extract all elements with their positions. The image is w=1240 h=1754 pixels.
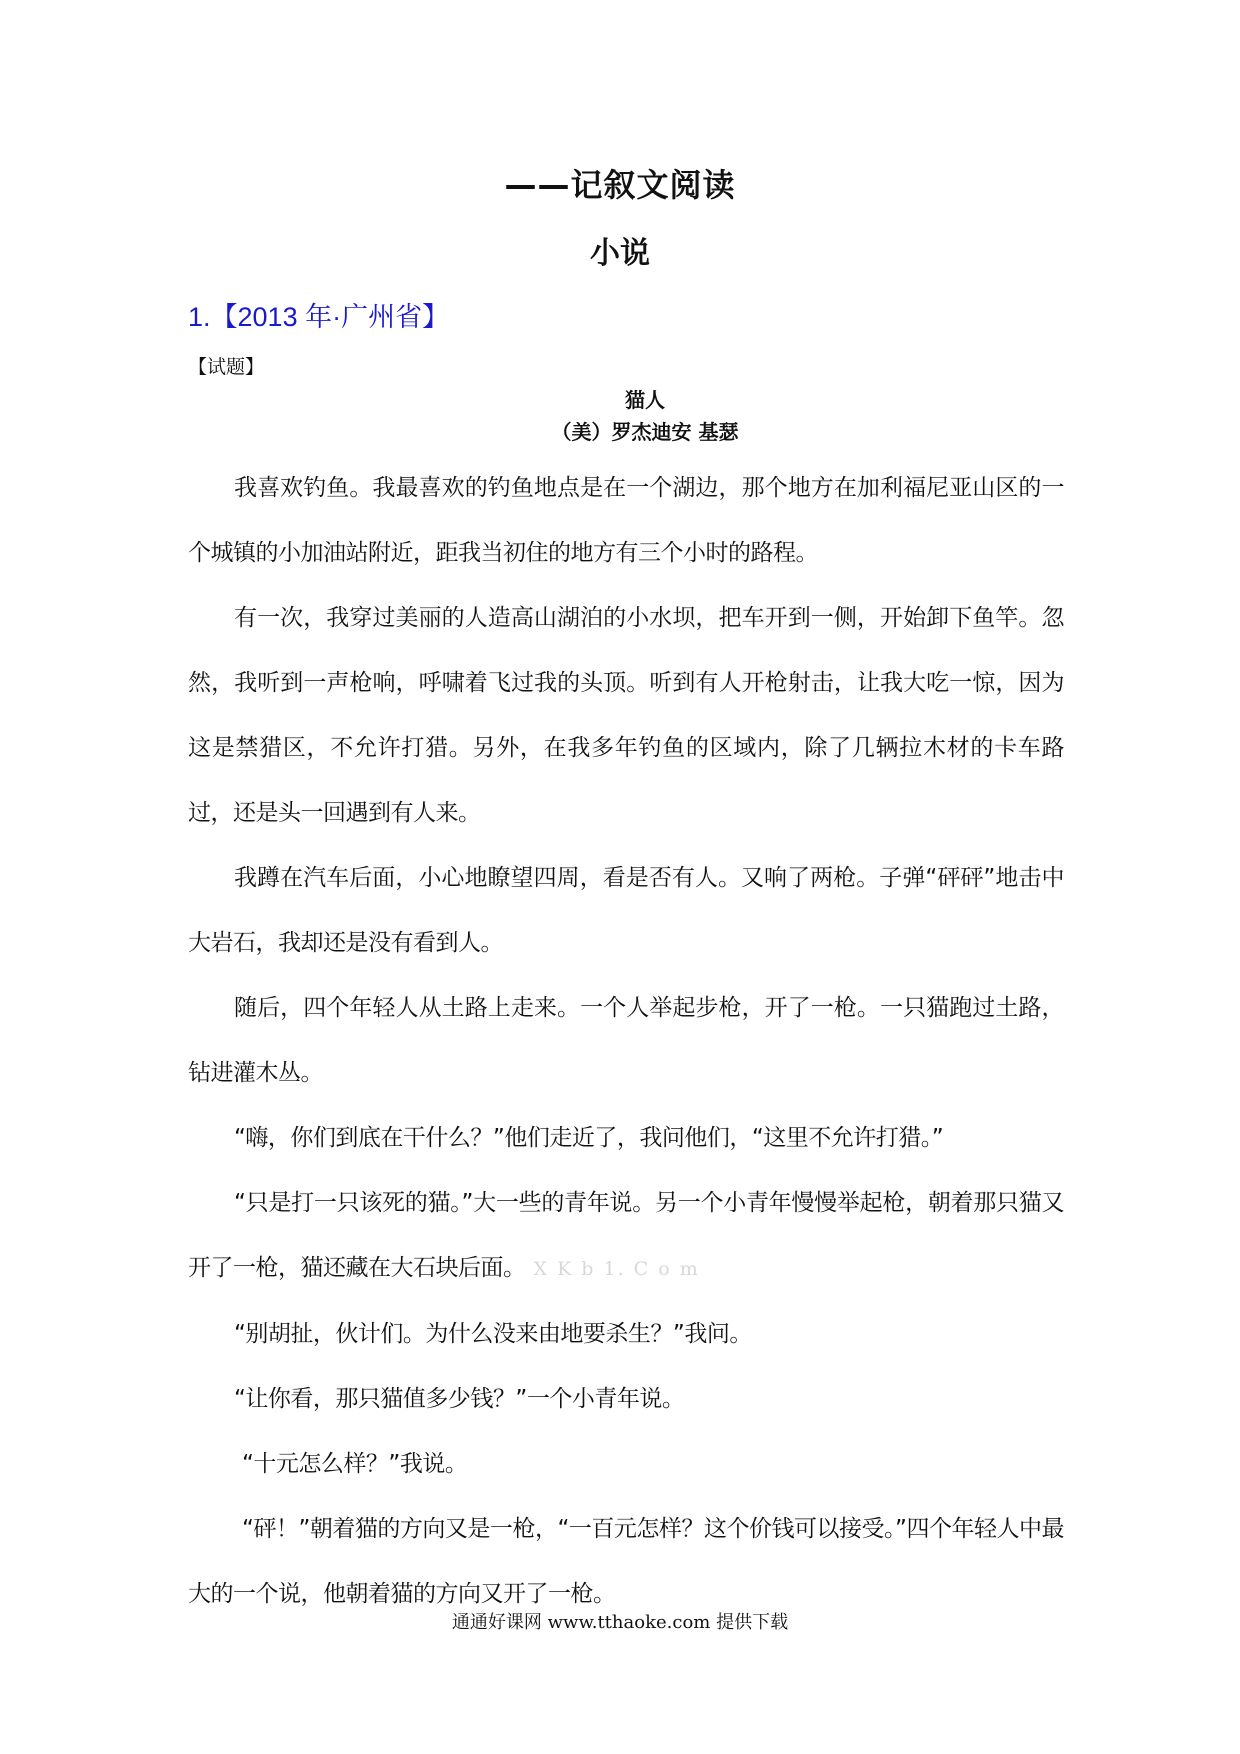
paragraph: “别胡扯，伙计们。为什么没来由地要杀生？”我问。 [234, 1321, 752, 1347]
paragraph: “十元怎么样？”我说。 [242, 1451, 468, 1477]
document-title: ——记叙文阅读 [504, 166, 736, 204]
paragraph: “嗨，你们到底在干什么？”他们走近了，我问他们，“这里不允许打猎。” [234, 1125, 944, 1151]
story-body [188, 456, 1064, 1627]
paragraph-text: “只是打一只该死的猫。”大一些的青年说。另一个小青年慢慢举起枪，朝着那只猫又开了一枪，猫还藏在大石块后面。 [188, 1190, 1064, 1281]
watermark-text: X K b 1. C o m [533, 1258, 700, 1280]
paragraph: 有一次，我穿过美丽的人造高山湖泊的小水坝，把车开到一侧，开始卸下鱼竿。忽然，我听到一声枪响，呼啸着飞过我的头顶。听到有人开枪射击，让我大吃一惊，因为这是禁猎区，不允许打猎。另外，在我多年钓鱼的区域内，除了几辆拉木材的卡车路过，还是头一回遇到有人来。 [188, 605, 1064, 826]
document-subtitle: 小说 [590, 236, 650, 271]
section-label: 【试题】 [188, 356, 265, 378]
paragraph-with-watermark [188, 1171, 1064, 1302]
story-title: 猫人 [625, 388, 665, 412]
paragraph: 随后，四个年轻人从土路上走来。一个人举起步枪，开了一枪。一只猫跑过土路，钻进灌木丛。 [188, 995, 1064, 1086]
story-author: （美）罗杰迪安 基瑟 [551, 420, 739, 444]
paragraph: “砰！”朝着猫的方向又是一枪，“一百元怎样？这个价钱可以接受。”四个年轻人中最大的一个说，他朝着猫的方向又开了一枪。 [188, 1516, 1064, 1607]
paragraph: “让你看，那只猫值多少钱？”一个小青年说。 [234, 1386, 685, 1412]
page-footer: 通通好课网 www.tthaoke.com 提供下载 [451, 1612, 789, 1633]
question-heading: 1.【2013 年·广州省】 [188, 302, 450, 332]
paragraph: 我蹲在汽车后面，小心地瞭望四周，看是否有人。又响了两枪。子弹“砰砰”地击中大岩石，我却还是没有看到人。 [188, 865, 1064, 956]
paragraph: 我喜欢钓鱼。我最喜欢的钓鱼地点是在一个湖边，那个地方在加利福尼亚山区的一个城镇的小加油站附近，距我当初住的地方有三个小时的路程。 [188, 475, 1064, 566]
